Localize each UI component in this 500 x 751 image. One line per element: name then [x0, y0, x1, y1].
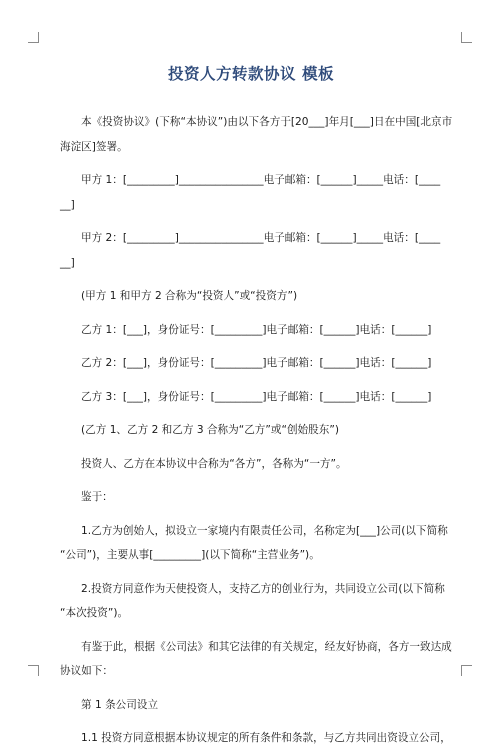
- party-b1: 乙方 1：[___]，身份证号：[_________]电子邮箱：[______]电话：[______]: [81, 323, 432, 336]
- party-a2-line2: __]: [60, 256, 75, 269]
- party-a1-line2: __]: [60, 198, 75, 211]
- document-title: 投资人方转款协议 模板: [168, 65, 334, 83]
- clause-1-1: 1.1 投资方同意根据本协议规定的所有条件和条款，与乙方共同出资设立公司，: [81, 732, 451, 744]
- party-b2: 乙方 2：[___]，身份证号：[_________]电子邮箱：[______]电话：[______]: [81, 357, 432, 369]
- party-a1-line1: 甲方 1：[_________]________________电子邮箱：[______]_____电话：[____: [81, 174, 441, 186]
- party-b-note: (乙方 1、乙方 2 和乙方 3 合称为“乙方”或“创始股东”): [81, 424, 339, 436]
- agreement-line1: 有鉴于此，根据《公司法》和其它法律的有关规定，经友好协商，各方一致达成: [81, 640, 452, 653]
- parties-definition: 投资人、乙方在本协议中合称为“各方”，各称为“一方”。: [81, 457, 347, 470]
- agreement-line2: 协议如下：: [60, 665, 113, 677]
- article-1-heading: 第 1 条公司设立: [81, 698, 159, 711]
- party-a2-line1: 甲方 2：[_________]________________电子邮箱：[______]_____电话：[____: [81, 232, 441, 244]
- crop-mark-bottom-left: [28, 665, 39, 676]
- crop-mark-bottom-right: [461, 665, 472, 676]
- recital-2-line2: “本次投资”)。: [60, 607, 129, 619]
- paragraph-intro-line1: 本《投资协议》(下称“本协议”)由以下各方于[20___]年月[___]日在中国[北京市: [81, 116, 453, 128]
- party-a-note: (甲方 1 和甲方 2 合称为“投资人”或“投资方”): [81, 290, 298, 302]
- crop-mark-top-left: [28, 32, 39, 43]
- recital-2-line1: 2.投资方同意作为天使投资人，支持乙方的创业行为，共同设立公司(以下简称: [81, 582, 445, 595]
- crop-mark-top-right: [461, 32, 472, 43]
- document-body: [60, 62, 453, 751]
- paragraph-intro-line2: 海淀区]签署。: [60, 140, 128, 153]
- recital-1-line1: 1.乙方为创始人，拟设立一家境内有限责任公司，名称定为[___]公司(以下简称: [81, 524, 448, 537]
- recital-1-line2: “公司”)，主要从事[_________](以下简称“主营业务”)。: [60, 549, 320, 561]
- party-b3: 乙方 3：[___]，身份证号：[_________]电子邮箱：[______]电话：[______]: [81, 390, 432, 403]
- whereas-heading: 鉴于：: [81, 491, 113, 503]
